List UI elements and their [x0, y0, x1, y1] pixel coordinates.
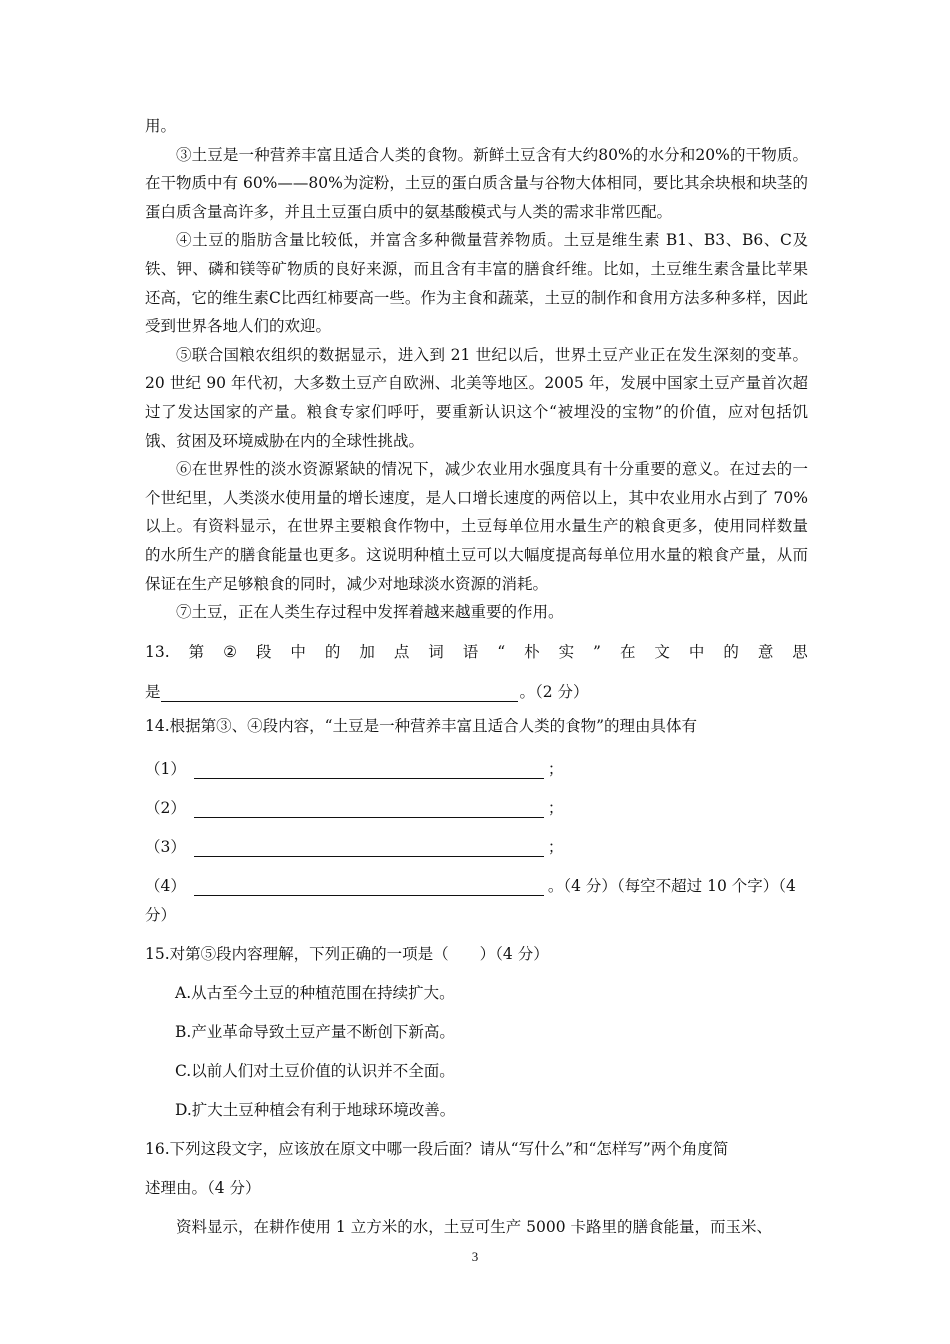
q13-char: 意 — [757, 642, 774, 661]
question-15-stem: 15.对第⑤段内容理解，下列正确的一项是（ ）（4 分） — [145, 944, 549, 963]
q13-char: 点 — [393, 642, 410, 661]
q14-answer-blank-2[interactable] — [194, 795, 544, 818]
q13-char: 文 — [654, 642, 670, 661]
q13-char: 朴 — [524, 642, 540, 661]
q14-wrap: 分） — [145, 905, 177, 924]
question-14-stem: 14.根据第③、④段内容，“土豆是一种营养丰富且适合人类的食物”的理由具体有 — [145, 716, 698, 735]
q13-char: 第 — [188, 642, 205, 661]
paragraph-4: ④土豆的脂肪含量比较低，并富含多种微量营养物质。土豆是维生素 B1、B3、B6、C及铁、钾、磷和镁等矿物质的良好来源，而且含有丰富的膳食纤维。比如，土豆维生素含量比苹果还高，它的维生素C比西红柿要高一些。作为主食和蔬菜，土豆的制作和食用方法多种多样，因此受到世界各地人们的欢迎。 — [145, 231, 808, 336]
q13-char: “ — [497, 642, 506, 661]
q14-item-1 — [145, 740, 808, 779]
q13-char: 的 — [723, 642, 739, 661]
q14-sep: ； — [547, 759, 564, 778]
paragraph-3: ③土豆是一种营养丰富且适合人类的食物。新鲜土豆含有大约80%的水分和20%的干物质。在干物质中有 60%——80%为淀粉，土豆的蛋白质含量与谷物大体相同，要比其余块根和块茎的蛋白质含量高许多，并且土豆蛋白质中的氨基酸模式与人类的需求非常匹配。 — [145, 145, 808, 221]
q13-char: 词 — [428, 642, 444, 661]
q14-item-label: （2） — [145, 798, 186, 817]
question-16-stem-line-1: 16.下列这段文字，应该放在原文中哪一段后面？请从“写什么”和“怎样写”两个角度简 — [145, 1139, 729, 1158]
q14-item-label: （1） — [145, 759, 186, 778]
q14-item-4 — [145, 857, 808, 896]
paragraph-6: ⑥在世界性的淡水资源紧缺的情况下，减少农业用水强度具有十分重要的意义。在过去的一个世纪里，人类淡水使用量的增长速度，是人口增长速度的两倍以上，其中农业用水占到了 70%以上。有资料显示，在世界主要粮食作物中，土豆每单位用水量生产的粮食更多，使用同样数量的水所生产的膳食能量也更多。这说明种植土豆可以大幅度提高每单位用水量的粮食产量，从而保证在生产足够粮食的同时，减少对地球淡水资源的消耗。 — [145, 460, 808, 593]
page-number: 3 — [471, 1249, 479, 1264]
q13-lead: 是 — [145, 682, 161, 701]
q14-answer-blank-4[interactable] — [194, 873, 544, 896]
q13-char: 加 — [359, 642, 375, 661]
q13-char: 在 — [619, 642, 636, 661]
q13-answer-blank[interactable] — [161, 679, 518, 702]
paragraph-5: ⑤联合国粮农组织的数据显示，进入到 21 世纪以后，世界土豆产业正在发生深刻的变革。20 世纪 90 年代初，大多数土豆产自欧洲、北美等地区。2005 年，发展中国家土豆产量首次超过了发达国家的产量。粮食专家们呼吁，要重新认识这个“被埋没的宝物”的价值，应对包括饥饿、贫困及环境威胁在内的全球性挑战。 — [145, 345, 808, 450]
q13-char: 的 — [324, 642, 341, 661]
q14-tail: 。（4 分）（每空不超过 10 个字）（4 — [547, 876, 796, 895]
q16-quoted-passage: 资料显示，在耕作使用 1 立方米的水，土豆可生产 5000 卡路里的膳食能量，而玉米、 — [176, 1217, 773, 1236]
q13-char: 13. — [145, 642, 170, 661]
q13-char: 语 — [462, 642, 479, 661]
q14-item-2 — [145, 779, 808, 818]
q13-score: 。（2 分） — [519, 682, 589, 701]
document-page — [145, 112, 808, 1247]
q13-char: 中 — [290, 642, 306, 661]
q13-char: ② — [223, 642, 237, 661]
q14-answer-blank-3[interactable] — [194, 834, 544, 857]
q15-option-d[interactable]: D.扩大土豆种植会有利于地球环境改善。 — [175, 1100, 456, 1119]
q13-char: ” — [593, 642, 601, 661]
q14-item-3 — [145, 818, 808, 857]
paragraph-7: ⑦土豆，正在人类生存过程中发挥着越来越重要的作用。 — [176, 603, 564, 622]
q13-char: 实 — [558, 642, 575, 661]
q15-option-a[interactable]: A.从古至今土豆的种植范围在持续扩大。 — [175, 983, 455, 1002]
q14-item-label: （3） — [145, 837, 186, 856]
paragraph-fragment: 用。 — [145, 117, 177, 135]
q15-option-c[interactable]: C.以前人们对土豆价值的认识并不全面。 — [175, 1061, 455, 1080]
q13-char: 思 — [792, 642, 808, 661]
q13-char: 段 — [255, 642, 272, 661]
q14-answer-blank-1[interactable] — [194, 756, 544, 779]
question-13-answer-line — [145, 666, 808, 702]
question-13-stem — [145, 638, 808, 666]
q15-option-b[interactable]: B.产业革命导致土豆产量不断创下新高。 — [175, 1022, 455, 1041]
q14-sep: ； — [547, 798, 564, 817]
q14-sep: ； — [547, 837, 564, 856]
q14-item-label: （4） — [145, 876, 186, 895]
q13-char: 中 — [688, 642, 705, 661]
question-16-stem-line-2: 述理由。（4 分） — [145, 1178, 261, 1197]
